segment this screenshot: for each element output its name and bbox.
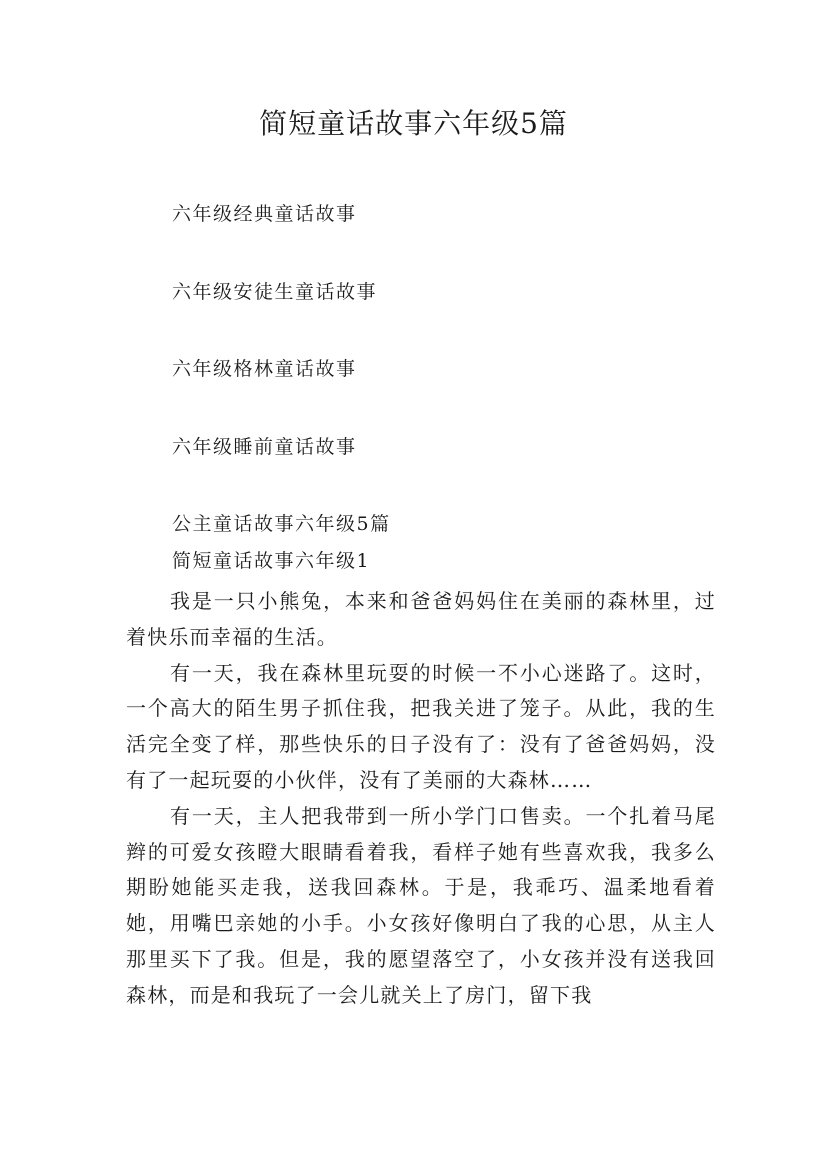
- toc-item-bedtime: 六年级睡前童话故事: [172, 436, 357, 458]
- toc-item-classic: 六年级经典童话故事: [172, 203, 357, 225]
- story-heading: 简短童话故事六年级1: [172, 550, 371, 572]
- collection-heading: 公主童话故事六年级5篇: [172, 513, 391, 535]
- toc-item-andersen: 六年级安徒生童话故事: [172, 281, 378, 303]
- toc-item-grimm: 六年级格林童话故事: [172, 358, 357, 380]
- story-paragraph: 有一天，我在森林里玩耍的时候一不小心迷路了。这时，一个高大的陌生男子抓住我，把我关进了笼子。从此，我的生活完全变了样，那些快乐的日子没有了：没有了爸爸妈妈，没有了一起玩耍的小伙伴，没有了美丽的大森林……: [126, 660, 716, 792]
- story-paragraph: 我是一只小熊兔，本来和爸爸妈妈住在美丽的森林里，过着快乐而幸福的生活。: [126, 589, 716, 649]
- document-title: 简短童话故事六年级5篇: [259, 107, 568, 140]
- story-body: [126, 584, 716, 1014]
- story-paragraph: 有一天，主人把我带到一所小学门口售卖。一个扎着马尾辫的可爱女孩瞪大眼睛看着我，看样子她有些喜欢我，我多么期盼她能买走我，送我回森林。于是，我乖巧、温柔地看着她，用嘴巴亲她的小手。小女孩好像明白了我的心思，从主人那里买下了我。但是，我的愿望落空了，小女孩并没有送我回森林，而是和我玩了一会儿就关上了房门，留下我: [126, 803, 716, 1007]
